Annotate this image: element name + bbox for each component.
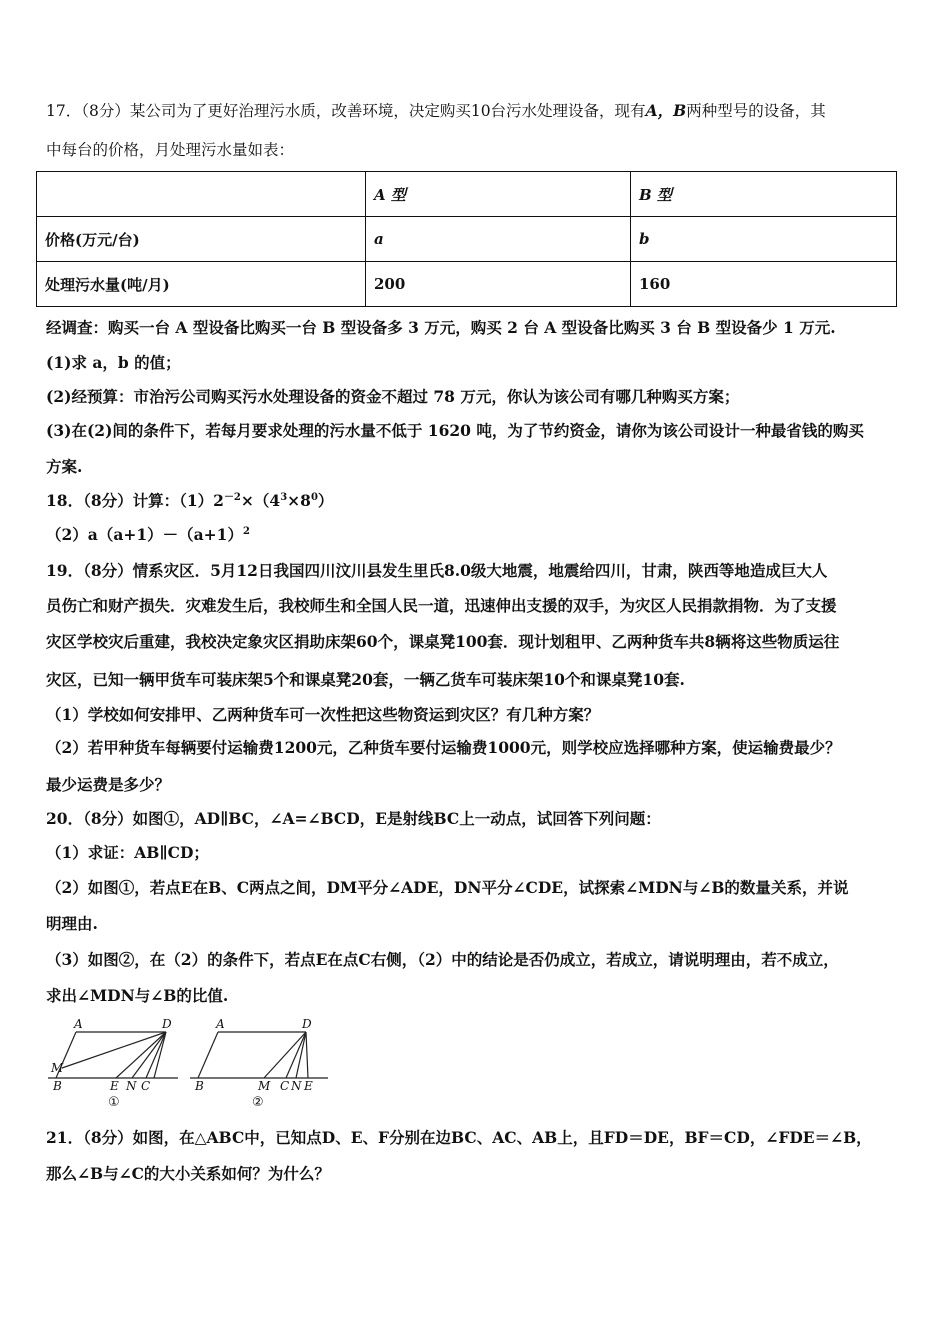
table-cell: 价格(万元/台) xyxy=(37,217,366,262)
fig2-caption: ② xyxy=(252,1095,264,1110)
q20-part2: （2）如图①，若点E在B、C两点之间，DM平分∠ADE，DN平分∠CDE，试探索∠MDN与∠B的数量关系，并说 xyxy=(46,878,849,897)
q17-ab: A，B xyxy=(645,101,687,120)
fig2-label-a: A xyxy=(216,1017,225,1031)
q17-table xyxy=(36,171,897,307)
q17-line2: 中每台的价格，月处理污水量如表： xyxy=(46,141,295,159)
q21-line2: 那么∠B与∠C的大小关系如何？为什么？ xyxy=(46,1164,330,1183)
table-cell: 处理污水量(吨/月) xyxy=(37,262,366,307)
q17-part3: (3)在(2)间的条件下，若每月要求处理的污水量不低于 1620 吨，为了节约资金，请你为该公司设计一种最省钱的购买 xyxy=(46,421,864,440)
fig1-line-dm xyxy=(62,1032,166,1068)
table-cell: 200 xyxy=(366,262,631,307)
q20-part3: （3）如图②，在（2）的条件下，若点E在点C右侧，（2）中的结论是否仍成立，若成立，请说明理由，若不成立， xyxy=(46,950,839,969)
fig1-label-e: E xyxy=(110,1079,119,1093)
fig1-label-m: M xyxy=(51,1061,64,1075)
q20-part3-cont: 求出∠MDN与∠B的比值. xyxy=(46,986,229,1005)
table-cell: B 型 xyxy=(631,172,897,217)
fig2-label-m: M xyxy=(258,1079,271,1093)
table-cell: a xyxy=(366,217,631,262)
q19-line3: 灾区学校灾后重建，我校决定象灾区捐助床架60个，课桌凳100套．现计划租甲、乙两种货车共8辆将这些物质运往 xyxy=(46,632,840,651)
q17-part3-cont: 方案. xyxy=(46,457,83,476)
fig1-label-a: A xyxy=(74,1017,83,1031)
q19-part1: （1）学校如何安排甲、乙两种货车可一次性把这些物资运到灾区？有几种方案？ xyxy=(46,705,600,724)
table-row xyxy=(37,172,897,217)
fig2-line-ab xyxy=(198,1032,218,1078)
figure-2 xyxy=(188,1012,333,1112)
table-cell xyxy=(37,172,366,217)
q17-part1: (1)求 a，b 的值； xyxy=(46,353,181,372)
q17-part2: (2)经预算：市治污公司购买污水处理设备的资金不超过 78 万元，你认为该公司有哪几种购买方案； xyxy=(46,387,740,406)
fig2-line-dc xyxy=(286,1032,306,1078)
q19-part2: （2）若甲种货车每辆要付运输费1200元，乙种货车要付运输费1000元，则学校应选择哪种方案，使运输费最少？ xyxy=(46,738,841,757)
q19-line4: 灾区，已知一辆甲货车可装床架5个和课桌凳20套，一辆乙货车可装床架10个和课桌凳10套. xyxy=(46,670,685,689)
q19-part2-cont: 最少运费是多少？ xyxy=(46,775,171,794)
fig2-line-de xyxy=(306,1032,308,1078)
fig2-label-e: E xyxy=(304,1079,313,1093)
q17-line1: 17．（8分）某公司为了更好治理污水质，改善环境，决定购买10台污水处理设备，现有A，B两种型号的设备，其 xyxy=(46,101,826,120)
table-cell: b xyxy=(631,217,897,262)
fig2-label-n: N xyxy=(291,1079,302,1093)
fig2-line-dm xyxy=(264,1032,306,1078)
fig1-label-n: N xyxy=(126,1079,137,1093)
fig1-line-de xyxy=(116,1032,166,1078)
q20-line1: 20．（8分）如图①，AD∥BC，∠A=∠BCD，E是射线BC上一动点，试回答下列问题： xyxy=(46,809,661,828)
fig1-caption: ① xyxy=(108,1095,120,1110)
q19-line2: 员伤亡和财产损失．灾难发生后，我校师生和全国人民一道，迅速伸出支援的双手，为灾区人民捐款捐物．为了支援 xyxy=(46,596,837,615)
table-cell: 160 xyxy=(631,262,897,307)
q20-part2-cont: 明理由. xyxy=(46,914,98,933)
fig1-label-b: B xyxy=(53,1079,62,1093)
fig1-label-d: D xyxy=(162,1017,172,1031)
fig1-label-c: C xyxy=(141,1079,151,1093)
fig2-label-c: C xyxy=(280,1079,290,1093)
q21-line1: 21．（8分）如图，在△ABC中，已知点D、E、F分别在边BC、AC、AB上，且FD＝DE，BF＝CD，∠FDE＝∠B， xyxy=(46,1128,872,1147)
q18-part2: $(2)a(a+1)-(a+1)^2$ xyxy=(46,525,250,544)
fig2-line-dn xyxy=(296,1032,306,1078)
figure-1 xyxy=(46,1012,186,1112)
table-row xyxy=(37,262,897,307)
q17-survey: 经调查：购买一台 A 型设备比购买一台 B 型设备多 3 万元，购买 2 台 A 型设备比购买 3 台 B 型设备少 1 万元. xyxy=(46,318,836,337)
fig2-label-d: D xyxy=(302,1017,312,1031)
q20-part1: （1）求证：AB∥CD； xyxy=(46,843,209,862)
table-cell: A 型 xyxy=(366,172,631,217)
q18-part1: 18．（8分）计算：$(1)2^{-2}\times(4^3\times 8^0)$ xyxy=(46,491,334,510)
q19-line1: 19．（8分）情系灾区．5月12日我国四川汶川县发生里氏8.0级大地震，地震给四川，甘肃，陕西等地造成巨大人 xyxy=(46,561,828,580)
table-row xyxy=(37,217,897,262)
fig2-label-b: B xyxy=(195,1079,204,1093)
